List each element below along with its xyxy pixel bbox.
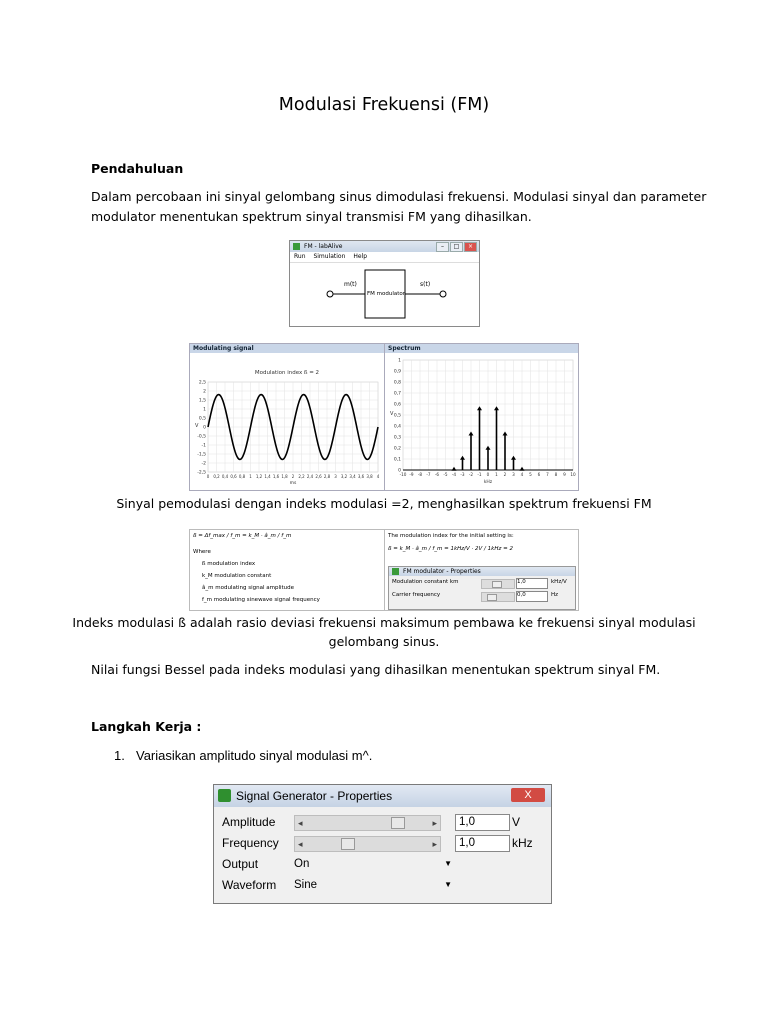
beta-formula: ß = Δf_max / f_m = k_M · â_m / f_m [193,533,292,539]
x-tick-label: 2,4 [306,474,314,479]
amplitude-value[interactable]: 1,0 [455,814,510,831]
step-1-text: Variasikan amplitudo sinyal modulasi m^. [136,748,373,763]
frequency-slider[interactable] [294,836,441,852]
modulating-signal-panel [189,343,385,491]
x-tick-label: 0,6 [230,474,237,479]
y-tick-label: 0,8 [393,380,401,386]
y-tick-label: 1 [398,358,401,364]
modulating-chart [190,354,384,490]
frequency-value[interactable]: 1,0 [455,835,510,852]
frequency-label: Frequency [222,836,279,850]
x-tick-label: 3,4 [349,474,356,479]
y-tick-label: 2,5 [198,380,206,386]
intro-line-2: modulator menentukan spektrum sinyal transmisi FM yang dihasilkan. [91,209,532,224]
y-tick-label: 0 [203,425,206,431]
x-tick-label: 0,8 [238,474,246,479]
x-tick-label: 4 [520,472,524,477]
bessel-text: Nilai fungsi Bessel pada indeks modulasi yang dihasilkan menentukan spektrum sinyal FM. [91,662,661,677]
x-tick-label: -6 [434,472,440,477]
menu-help[interactable]: Help [353,253,368,260]
x-tick-label: 2 [503,472,507,477]
waveform-label: Waveform [222,878,277,892]
y-tick-label: -1,5 [197,452,206,458]
x-tick-label: -3 [460,472,465,477]
x-tick-label: 8 [554,472,558,477]
fm-props-titlebar [389,567,575,576]
initial-formula: ß = k_M · â_m / f_m = 1kHz/V · 2V / 1kHz = 2 [388,546,513,552]
x-tick-label: 0,2 [213,474,220,479]
x-tick-label: -10 [399,472,407,477]
signal-generator-icon [218,789,231,802]
frequency-unit: kHz [512,836,533,850]
fm-window-title: FM - labAlive [304,243,343,250]
x-tick-label: 9 [563,472,566,477]
x-tick-label: 1,6 [272,474,280,479]
output-label: s(t) [420,281,431,288]
x-tick-label: 0,4 [221,474,229,479]
x-tick-label: 3,2 [340,474,348,479]
km-slider[interactable] [481,579,515,589]
fm-props-title: FM modulator - Properties [403,568,481,575]
caption-1: Sinyal pemodulasi dengan indeks modulasi =2, menghasilkan spektrum frekuensi FM [116,496,652,511]
waveform-select[interactable] [294,877,454,893]
y-tick-label: 0,3 [393,435,401,441]
spectrum-panel [384,343,579,491]
y-axis-label: V [390,411,394,417]
x-tick-label: 5 [529,472,532,477]
block-label: FM modulator [366,291,406,297]
x-tick-label: 1,2 [255,474,263,479]
y-tick-label: 2 [203,389,206,395]
x-tick-label: -7 [426,472,431,477]
x-tick-label: 4 [376,474,380,479]
input-label: m(t) [344,281,357,288]
x-tick-label: 6 [537,472,541,477]
x-tick-label: 0 [206,474,210,479]
km-label: Modulation constant km [392,579,459,585]
output-select[interactable] [294,856,454,872]
caption-2-line-1: Indeks modulasi ß adalah rasio deviasi frekuensi maksimum pembawa ke frekuensi sinyal modulasi [72,615,696,630]
slider-left-arrow-icon[interactable]: ◂ [298,839,303,849]
x-tick-label: 0 [486,472,490,477]
y-tick-label: 0,1 [393,457,401,463]
maximize-icon[interactable]: □ [450,242,463,252]
x-tick-label: -1 [477,472,482,477]
chevron-down-icon[interactable]: ▼ [444,859,452,868]
y-tick-label: 0,7 [393,391,401,397]
y-tick-label: -1 [201,443,206,449]
app-icon [293,243,300,250]
x-tick-label: 3 [334,474,337,479]
modulating-chart-title: Modulation index ß = 2 [254,370,320,376]
x-tick-label: 2,2 [298,474,305,479]
x-tick-label: 3,8 [366,474,373,479]
carrier-value[interactable]: 0,0 [516,591,548,602]
chevron-down-icon[interactable]: ▼ [444,880,452,889]
intro-heading: Pendahuluan [91,161,184,176]
steps-heading: Langkah Kerja : [91,719,202,734]
y-tick-label: 1 [203,407,206,413]
output-terminal[interactable] [440,291,446,297]
initial-setting-panel [384,529,579,611]
fm-window [289,240,480,327]
menu-bar [290,252,479,263]
y-tick-label: 0,4 [393,424,401,430]
x-tick-label: 2 [291,474,295,479]
x-tick-label: -4 [451,472,457,477]
x-axis-label: ms [289,481,297,486]
props-icon [392,568,399,575]
x-tick-label: -9 [409,472,414,477]
close-icon[interactable]: × [464,242,477,252]
carrier-slider-thumb[interactable] [487,594,497,601]
amplitude-slider-thumb[interactable] [391,817,405,829]
close-button[interactable]: X [511,788,545,802]
y-axis-label: V [195,423,199,429]
where-label: Where [193,549,211,555]
page-title: Modulasi Frekuensi (FM) [278,95,490,115]
km-value[interactable]: 1,0 [516,578,548,589]
frequency-slider-thumb[interactable] [341,838,355,850]
modulating-panel-header: Modulating signal [190,344,384,353]
amplitude-slider[interactable] [294,815,441,831]
x-tick-label: 2,8 [323,474,331,479]
km-unit: kHz/V [551,579,567,585]
slider-right-arrow-icon[interactable]: ▸ [432,818,437,828]
x-tick-label: -2 [468,472,474,477]
fm-window-titlebar [290,241,479,252]
x-tick-label: 1,4 [264,474,271,479]
y-tick-label: 1,5 [198,398,206,404]
y-tick-label: 0,5 [198,416,206,422]
x-tick-label: 2,6 [315,474,322,479]
signal-generator-title: Signal Generator - Properties [236,789,393,803]
y-tick-label: 0,2 [393,446,401,452]
x-axis-label: kHz [483,480,493,485]
carrier-unit: Hz [551,592,559,598]
step-1-number: 1. [114,748,125,763]
menu-run[interactable]: Run [294,253,306,260]
spectrum-chart [385,354,578,490]
fm-props-dialog [388,566,576,610]
carrier-slider[interactable] [481,592,515,602]
x-tick-label: -8 [417,472,423,477]
menu-simulation[interactable]: Simulation [313,253,346,260]
output-value: On [294,858,310,870]
y-tick-label: -2,5 [197,470,206,476]
carrier-label: Carrier frequency [392,592,441,598]
x-tick-label: -5 [443,472,448,477]
x-tick-label: 3,6 [357,474,365,479]
amplitude-label: Amplitude [222,815,276,829]
caption-2-line-2: gelombang sinus. [328,634,440,649]
output-label: Output [222,857,259,871]
y-tick-label: -2 [201,461,206,467]
formula-panel [189,529,385,611]
signal-generator-dialog [213,784,552,904]
minimize-icon[interactable]: – [436,242,449,252]
x-tick-label: 1 [249,474,252,479]
x-tick-label: 3 [512,472,515,477]
def-fm: f_m modulating sinewave signal frequency [202,597,320,603]
def-beta: ß modulation index [202,561,256,567]
y-tick-label: 0,9 [393,369,401,375]
slider-left-arrow-icon[interactable]: ◂ [298,818,303,828]
x-tick-label: 1 [495,472,498,477]
y-tick-label: -0,5 [197,434,206,440]
def-am: â_m modulating signal amplitude [202,585,295,591]
waveform-value: Sine [294,879,318,891]
slider-right-arrow-icon[interactable]: ▸ [432,839,437,849]
y-tick-label: 0 [398,468,401,474]
x-tick-label: 7 [546,472,549,477]
input-terminal[interactable] [327,291,333,297]
signal-generator-titlebar [214,785,551,807]
y-tick-label: 0,6 [393,402,401,408]
x-tick-label: 10 [570,472,576,477]
km-slider-thumb[interactable] [492,581,502,588]
initial-text: The modulation index for the initial setting is: [388,533,514,539]
amplitude-unit: V [512,815,521,829]
def-km: k_M modulation constant [202,573,272,579]
spectrum-panel-header: Spectrum [385,344,578,353]
intro-line-1: Dalam percobaan ini sinyal gelombang sinus dimodulasi frekuensi. Modulasi sinyal dan parameter [91,189,707,204]
x-tick-label: 1,8 [281,474,288,479]
y-tick-label: 0,5 [393,413,401,419]
